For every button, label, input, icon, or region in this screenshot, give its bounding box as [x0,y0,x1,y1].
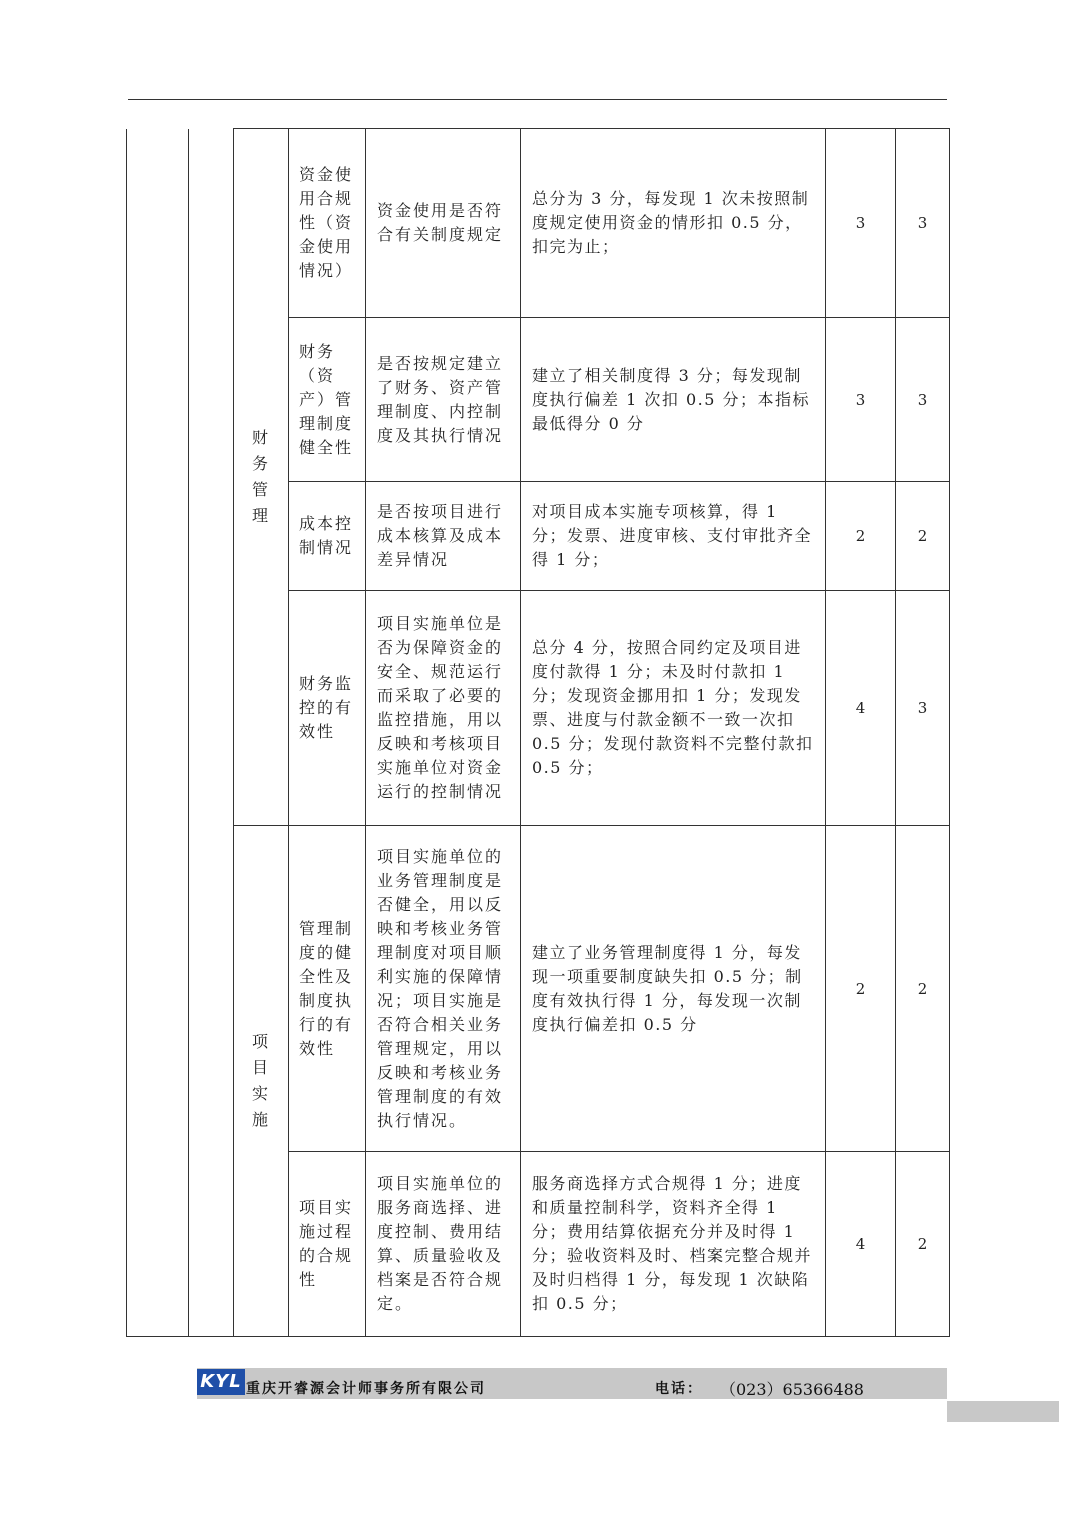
table-row [127,826,950,1152]
actual-score: 2 [896,1152,950,1337]
indicator-question: 项目实施单位的服务商选择、进度控制、费用结算、质量验收及档案是否符合规定。 [366,1152,521,1337]
scoring-rule: 建立了业务管理制度得 1 分，每发现一项重要制度缺失扣 0.5 分；制度有效执行得 1 分，每发现一次制度执行偏差扣 0.5 分 [521,826,826,1152]
actual-score: 3 [896,129,950,318]
indicator-question: 项目实施单位是否为保障资金的安全、规范运行而采取了必要的监控措施，用以反映和考核项目实施单位对资金运行的控制情况 [366,591,521,826]
company-name: 重庆开睿源会计师事务所有限公司 [246,1381,486,1397]
category-finance: 财务管理 [234,129,289,826]
max-score: 4 [826,591,896,826]
indicator-question: 资金使用是否符合有关制度规定 [366,129,521,318]
category-implementation: 项目实施 [234,826,289,1337]
scoring-rule: 建立了相关制度得 3 分；每发现制度执行偏差 1 次扣 0.5 分；本指标最低得分 0 分 [521,318,826,482]
level1-cell [127,129,189,1337]
max-score: 3 [826,129,896,318]
indicator-name: 成本控制情况 [289,482,366,591]
company-logo: KYL [197,1369,245,1395]
footer-accent-bar [947,1401,1059,1422]
indicator-question: 是否按项目进行成本核算及成本差异情况 [366,482,521,591]
scoring-rule: 总分为 3 分，每发现 1 次未按照制度规定使用资金的情形扣 0.5 分，扣完为止； [521,129,826,318]
phone-label: 电话： [655,1381,703,1397]
phone-number: （023）65366488 [720,1380,864,1399]
indicator-name: 项目实施过程的合规性 [289,1152,366,1337]
indicator-question: 是否按规定建立了财务、资产管理制度、内控制度及其执行情况 [366,318,521,482]
max-score: 2 [826,826,896,1152]
max-score: 4 [826,1152,896,1337]
table-row [127,129,950,318]
scoring-rule: 对项目成本实施专项核算，得 1 分；发票、进度审核、支付审批齐全得 1 分； [521,482,826,591]
actual-score: 2 [896,826,950,1152]
actual-score: 2 [896,482,950,591]
header-rule [128,99,947,100]
max-score: 3 [826,318,896,482]
indicator-name: 财务（资产）管理制度健全性 [289,318,366,482]
indicator-name: 财务监控的有效性 [289,591,366,826]
actual-score: 3 [896,318,950,482]
indicator-name: 资金使用合规性（资金使用情况） [289,129,366,318]
evaluation-table [126,128,950,1337]
max-score: 2 [826,482,896,591]
level2-cell [189,129,234,1337]
scoring-rule: 服务商选择方式合规得 1 分；进度和质量控制科学，资料齐全得 1 分；费用结算依据充分并及时得 1 分；验收资料及时、档案完整合规并及时归档得 1 分，每发现 1 次缺陷扣 0.5 分； [521,1152,826,1337]
indicator-name: 管理制度的健全性及制度执行的有效性 [289,826,366,1152]
indicator-question: 项目实施单位的业务管理制度是否健全，用以反映和考核业务管理制度对项目顺利实施的保障情况；项目实施是否符合相关业务管理规定，用以反映和考核业务管理制度的有效执行情况。 [366,826,521,1152]
scoring-rule: 总分 4 分，按照合同约定及项目进度付款得 1 分；未及时付款扣 1 分；发现资金挪用扣 1 分；发现发票、进度与付款金额不一致一次扣 0.5 分；发现付款资料不完整付款扣 0.5 分； [521,591,826,826]
actual-score: 3 [896,591,950,826]
